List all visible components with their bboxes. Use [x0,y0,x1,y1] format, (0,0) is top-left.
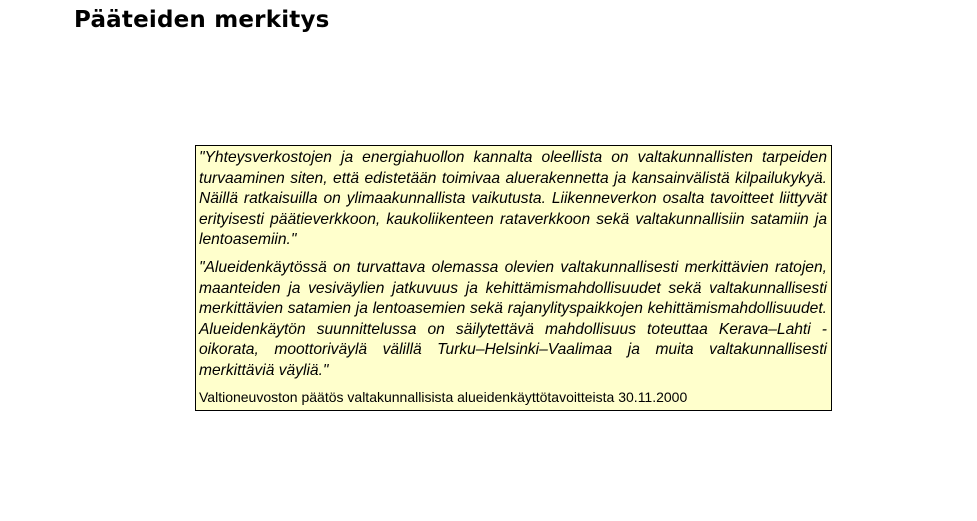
quote-paragraph-2: "Alueidenkäytössä on turvattava olemassa olevien valtakunnallisesti merkittävien ratojen, maanteiden ja vesiväylien jatkuvuus ja kehittämismahdollisuudet sekä valtakunnallisesti merkittävien satamien ja lentoasemien sekä rajanylityspaikkojen kehittämismahdollisuudet. Alueidenkäytön suunnittelussa on säilytettävä mahdollisuus toteuttaa Kerava–Lahti -oikorata, moottoriväylä välillä Turku–Helsinki–Vaalimaa ja muita valtakunnallisesti merkittäviä väyliä." [199,258,827,379]
quote-box [195,145,832,411]
quote-paragraph-1: "Yhteysverkostojen ja energiahuollon kannalta oleellista on valtakunnallisten tarpeiden turvaaminen siten, että edistetään toimivaa aluerakennetta ja kansainvälistä kilpailukykyä. Näillä ratkaisuilla on ylimaakunnallista vaikutusta. Liikenneverkon osalta tavoitteet liittyvät erityisesti päätieverkkoon, kaukoliikenteen rataverkkoon sekä valtakunnallisiin satamiin ja lentoasemiin." [199,149,827,249]
quote-source: Valtioneuvoston päätös valtakunnallisista alueidenkäyttötavoitteista 30.11.2000 [199,388,688,405]
page-title: Pääteiden merkitys [74,7,330,33]
